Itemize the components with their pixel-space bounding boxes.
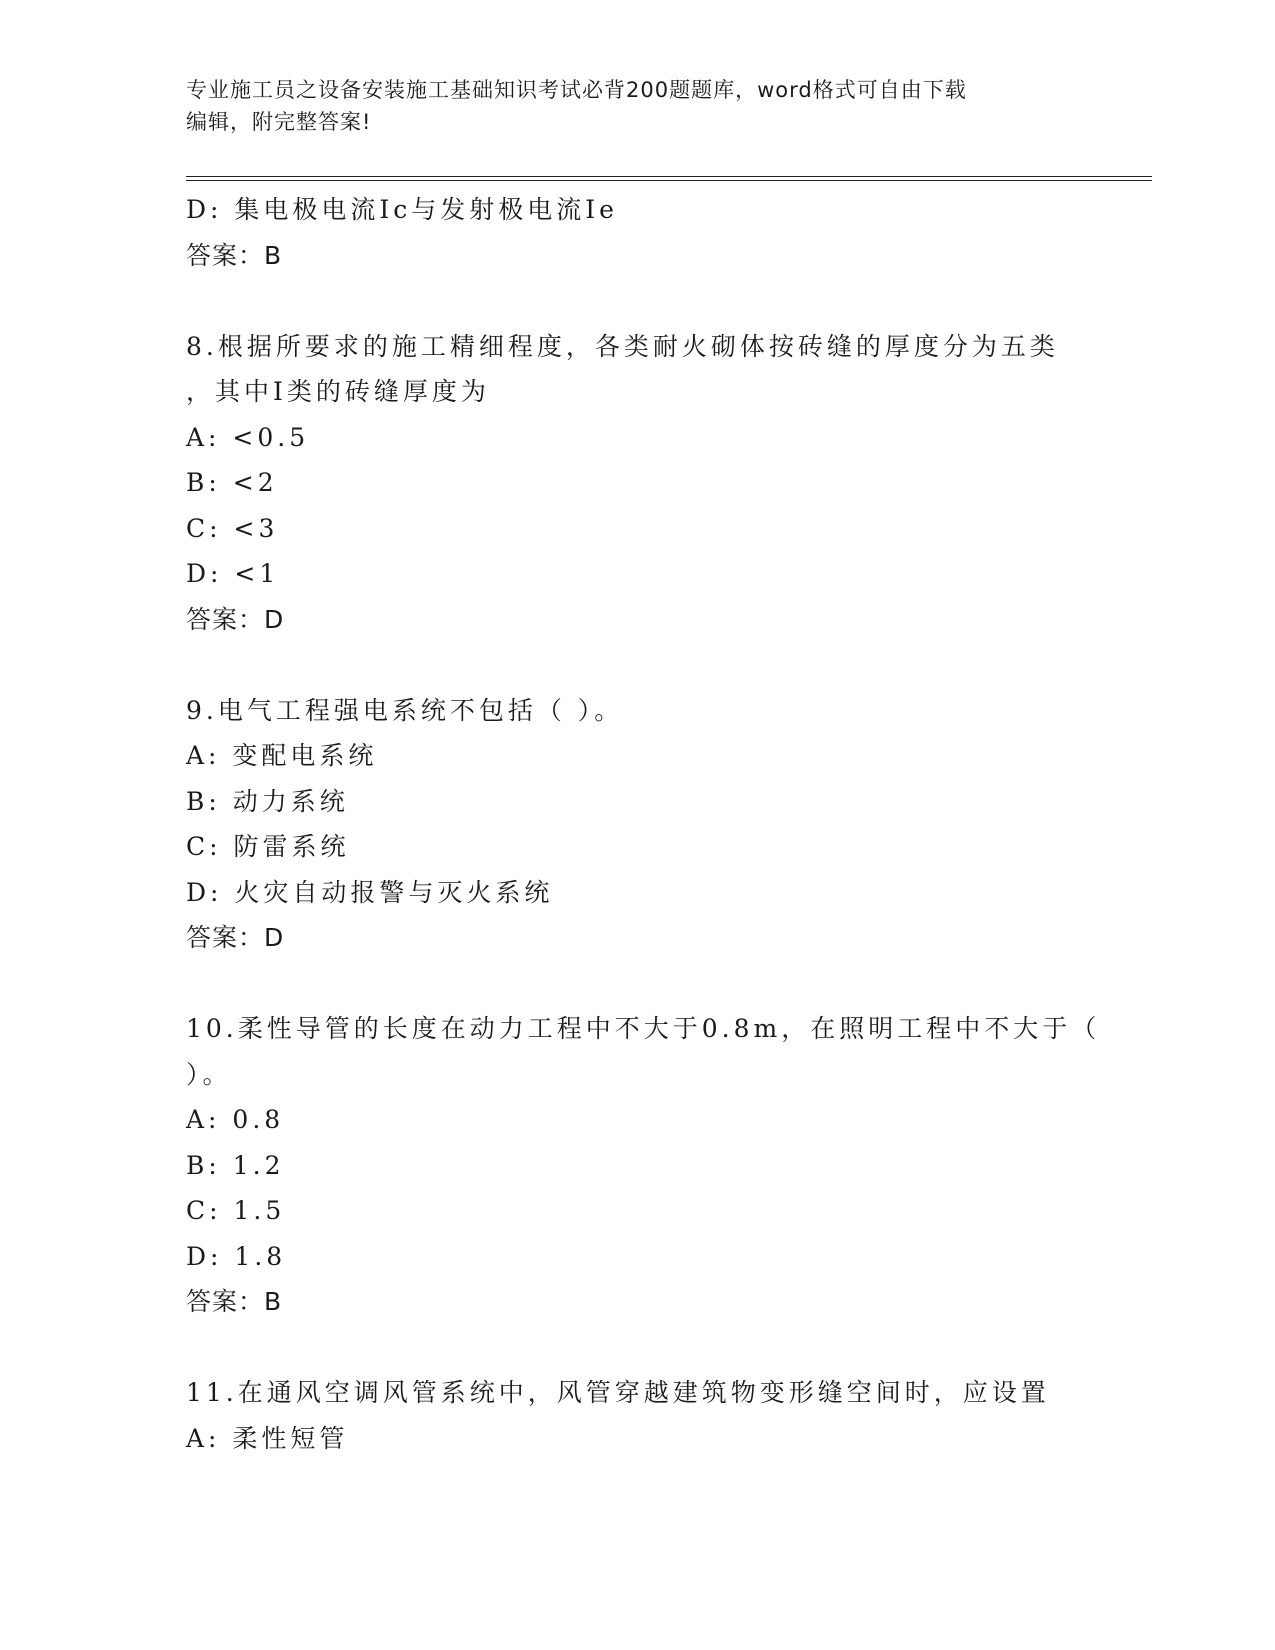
question-stem: 9.电气工程强电系统不包括（ ）。 bbox=[186, 695, 624, 725]
spacer bbox=[186, 642, 1136, 688]
option-a: A: 变配电系统 bbox=[186, 741, 378, 770]
question-stem: 8.根据所要求的施工精细程度，各类耐火砌体按砖缝的厚度分为五类 bbox=[186, 331, 1059, 361]
question-stem: 11.在通风空调风管系统中，风管穿越建筑物变形缝空间时，应设置 bbox=[186, 1378, 1050, 1407]
question-9 bbox=[186, 688, 1136, 961]
question-8 bbox=[186, 324, 1136, 643]
option-d: D: 火灾自动报警与灭火系统 bbox=[186, 877, 554, 907]
spacer bbox=[186, 1325, 1136, 1371]
question-stem-continued: ）。 bbox=[186, 1059, 232, 1089]
option-d: D: 集电极电流Ic与发射极电流Ie bbox=[186, 195, 618, 224]
option-c: C: 防雷系统 bbox=[186, 832, 350, 861]
option-b: B: 1.2 bbox=[186, 1150, 285, 1180]
question-stem-continued: ，其中Ⅰ类的砖缝厚度为 bbox=[186, 377, 490, 406]
header-divider bbox=[186, 176, 1152, 181]
question-10 bbox=[186, 1006, 1136, 1325]
option-a: A: <0.5 bbox=[186, 422, 310, 452]
header-title-line-2: 编辑，附完整答案! bbox=[186, 110, 372, 134]
option-c: C: <3 bbox=[186, 513, 279, 543]
option-a: A: 0.8 bbox=[186, 1105, 285, 1134]
answer: 答案：B bbox=[186, 1287, 283, 1316]
option-a: A: 柔性短管 bbox=[186, 1423, 349, 1453]
question-content bbox=[186, 187, 1136, 1461]
header-title-line-1: 专业施工员之设备安装施工基础知识考试必背200题题库，word格式可自由下载 bbox=[186, 78, 967, 102]
option-b: B: <2 bbox=[186, 468, 278, 497]
page-header bbox=[186, 74, 1066, 138]
option-c: C: 1.5 bbox=[186, 1196, 286, 1225]
answer: 答案：D bbox=[186, 604, 285, 634]
option-d: D: <1 bbox=[186, 559, 280, 588]
answer: 答案：D bbox=[186, 923, 285, 952]
question-stem: 10.柔性导管的长度在动力工程中不大于0.8m，在照明工程中不大于（ bbox=[186, 1014, 1101, 1043]
question-11 bbox=[186, 1370, 1136, 1461]
question-7-tail bbox=[186, 187, 1136, 278]
spacer bbox=[186, 961, 1136, 1007]
option-d: D: 1.8 bbox=[186, 1241, 287, 1271]
option-b: B: 动力系统 bbox=[186, 786, 349, 816]
answer: 答案：B bbox=[186, 240, 283, 270]
spacer bbox=[186, 278, 1136, 324]
